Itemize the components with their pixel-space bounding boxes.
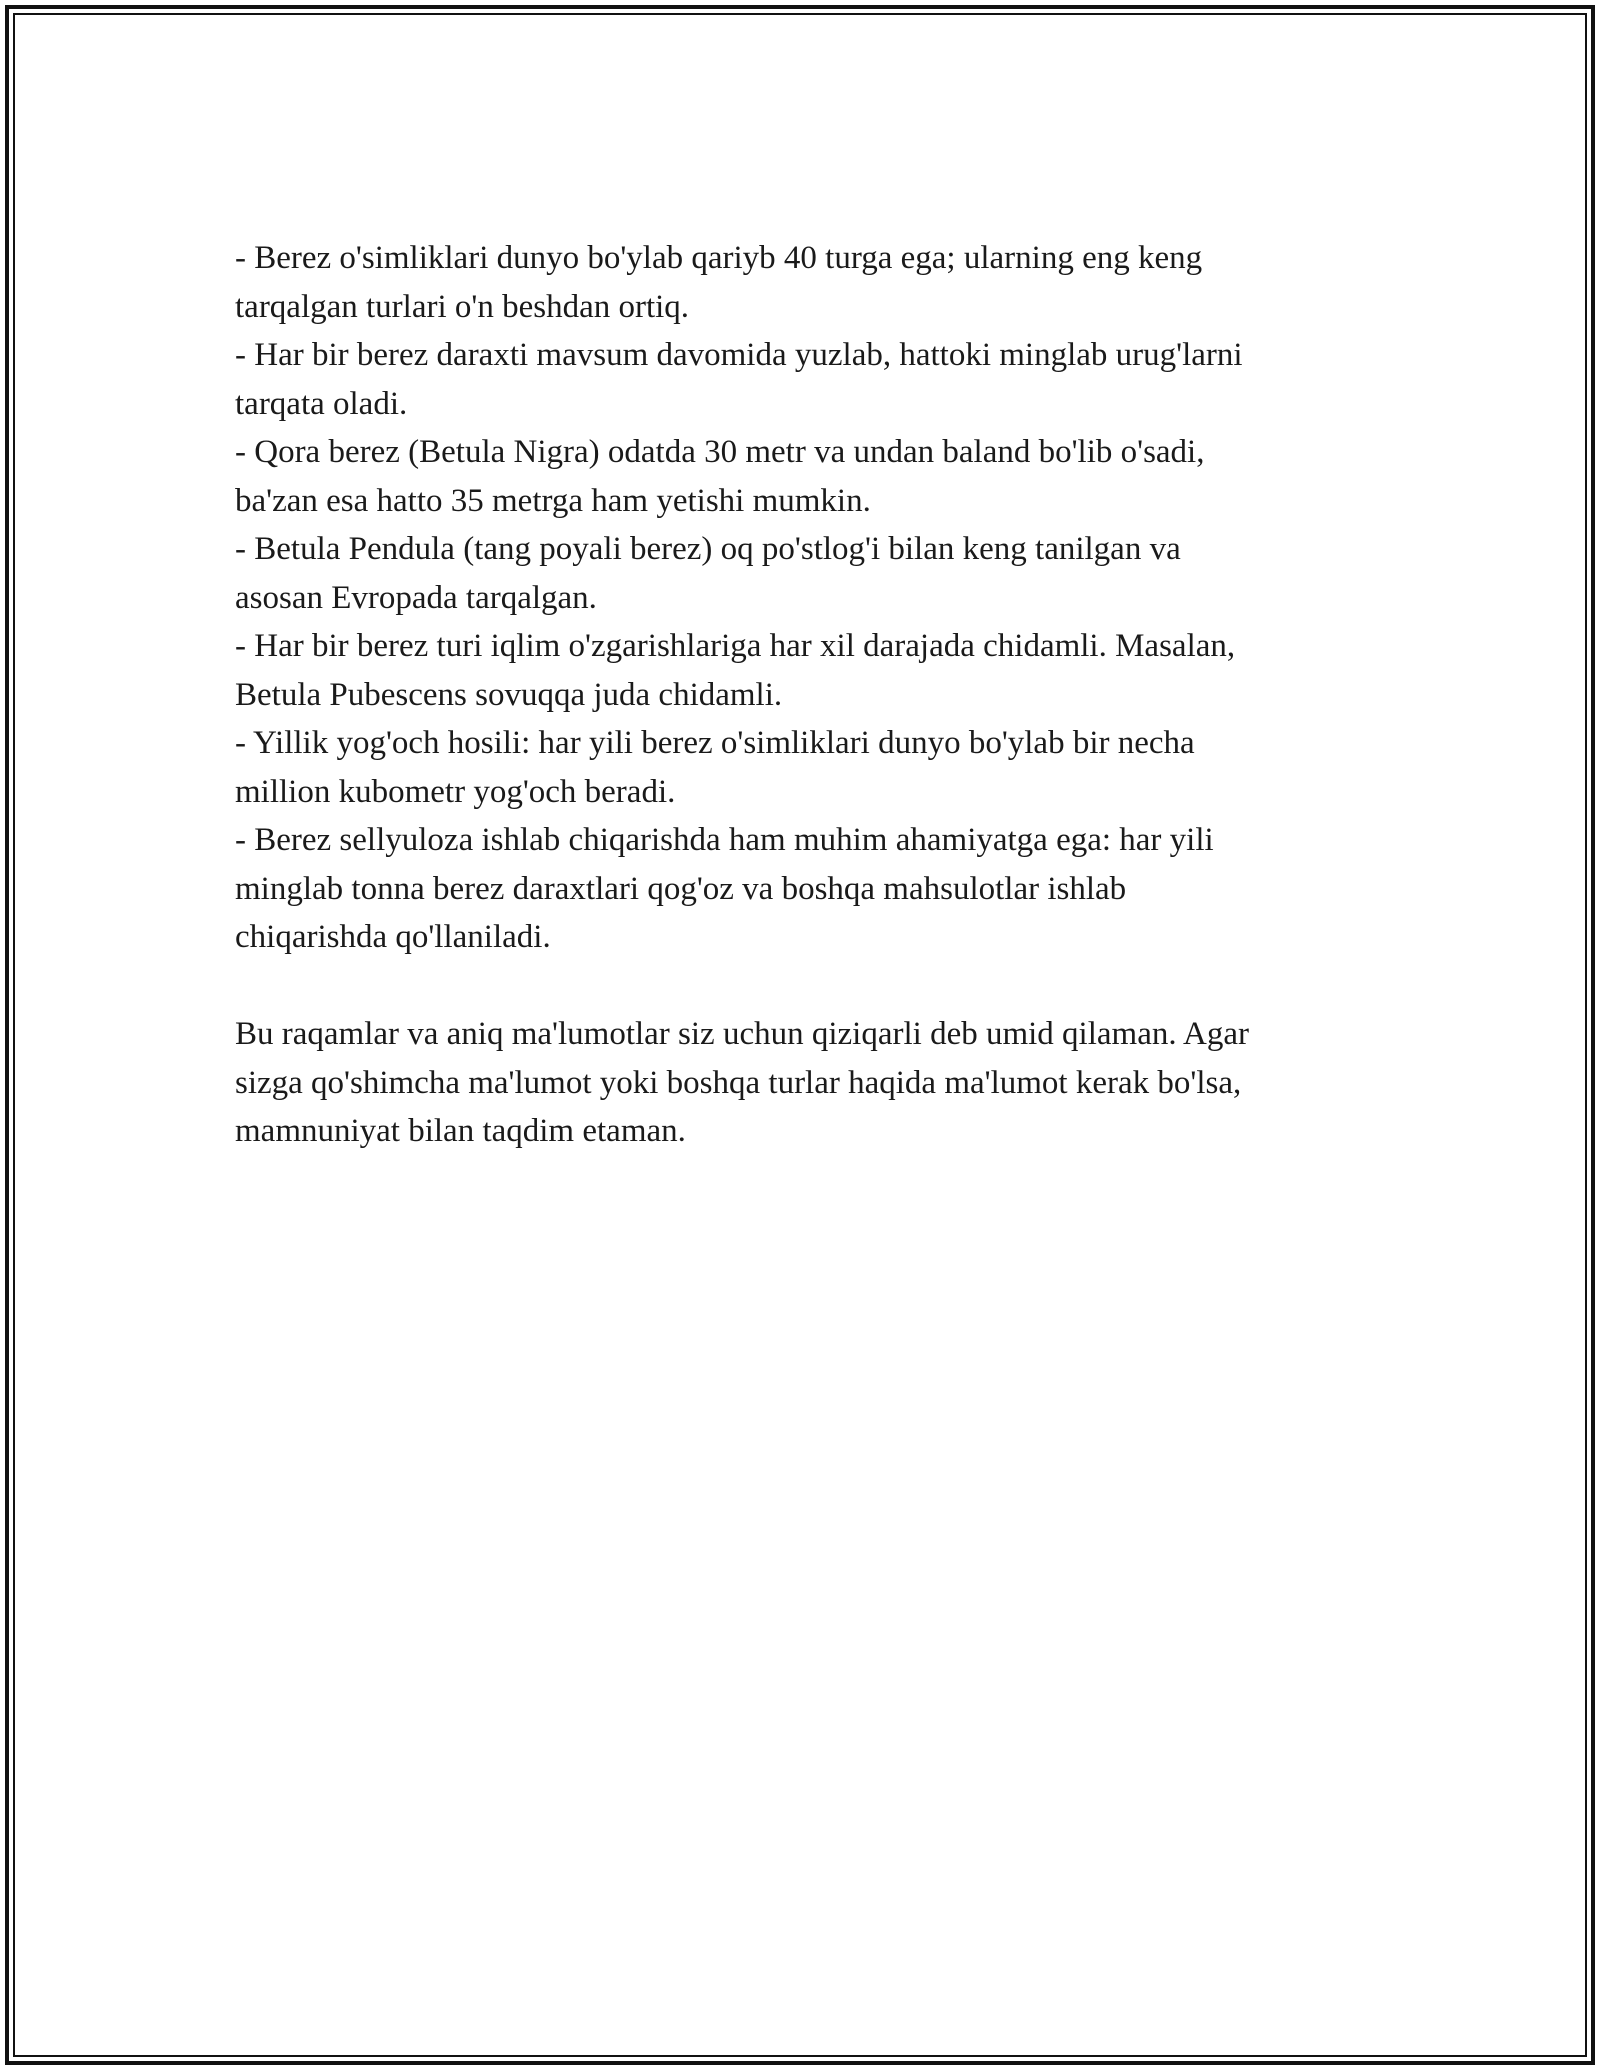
text-line: - Berez o'simliklari dunyo bo'ylab qariyb 40 turga ega; ularning eng keng <box>235 240 1203 276</box>
text-line: - Yillik yog'och hosili: har yili berez o'simliklari dunyo bo'ylab bir necha <box>235 725 1195 761</box>
text-line: Bu raqamlar va aniq ma'lumotlar siz uchun qiziqarli deb umid qilaman. Agar <box>235 1016 1249 1052</box>
document-body <box>235 234 1395 1156</box>
text-line: ba'zan esa hatto 35 metrga ham yetishi mumkin. <box>235 482 871 519</box>
text-line: asosan Evropada tarqalgan. <box>235 579 597 616</box>
bullet-item <box>235 331 1395 428</box>
text-line: million kubometr yog'och beradi. <box>235 773 676 810</box>
text-line: - Qora berez (Betula Nigra) odatda 30 metr va undan baland bo'lib o'sadi, <box>235 434 1205 470</box>
text-line: - Har bir berez turi iqlim o'zgarishlariga har xil darajada chidamli. Masalan, <box>235 628 1236 664</box>
bullet-item <box>235 428 1395 525</box>
text-line: chiqarishda qo'llaniladi. <box>235 919 551 955</box>
bullet-item <box>235 234 1395 331</box>
text-line: sizga qo'shimcha ma'lumot yoki boshqa turlar haqida ma'lumot kerak bo'lsa, <box>235 1064 1242 1101</box>
text-line: tarqalgan turlari o'n beshdan ortiq. <box>235 288 690 325</box>
bullet-item <box>235 719 1395 816</box>
text-line: mamnuniyat bilan taqdim etaman. <box>235 1113 686 1149</box>
bullet-item <box>235 525 1395 622</box>
text-line: Betula Pubescens sovuqqa juda chidamli. <box>235 676 783 713</box>
bullet-item <box>235 816 1395 962</box>
text-line: - Berez sellyuloza ishlab chiqarishda ham muhim ahamiyatga ega: har yili <box>235 822 1214 858</box>
closing-paragraph <box>235 1010 1395 1156</box>
text-line: - Har bir berez daraxti mavsum davomida yuzlab, hattoki minglab urug'larni <box>235 337 1243 373</box>
text-line: tarqata oladi. <box>235 385 408 422</box>
bullet-list <box>235 234 1395 962</box>
text-line: - Betula Pendula (tang poyali berez) oq po'stlog'i bilan keng tanilgan va <box>235 531 1181 567</box>
bullet-item <box>235 622 1395 719</box>
paragraph-spacer <box>235 962 1395 1011</box>
text-line: minglab tonna berez daraxtlari qog'oz va boshqa mahsulotlar ishlab <box>235 870 1127 907</box>
